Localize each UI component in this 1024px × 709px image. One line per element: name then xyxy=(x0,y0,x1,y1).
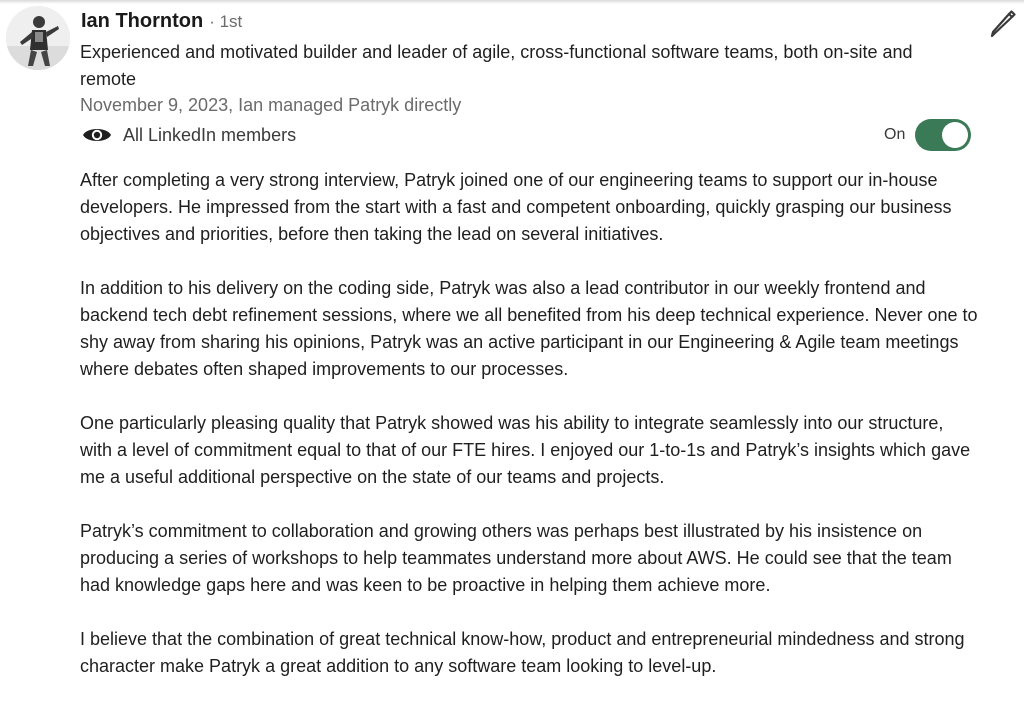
visibility-setting xyxy=(82,121,296,149)
visibility-label: All LinkedIn members xyxy=(123,124,297,145)
recommendation-paragraph: After completing a very strong interview, Patryk joined one of our engineering teams to support our in-house developers. He impressed from the start with a fast and competent onboarding, quickly grasping our business objectives and priorities, before then taking the lead on several initiatives. xyxy=(80,170,952,244)
connection-degree: · 1st xyxy=(209,12,243,31)
visibility-toggle[interactable] xyxy=(915,119,971,151)
avatar[interactable] xyxy=(6,6,70,70)
recommendation-paragraph: One particularly pleasing quality that Patryk showed was his ability to integrate seamlessly into our structure, with a level of commitment equal to that of our FTE hires. I enjoyed our 1-to-1s and Patryk’s insights which gave me a useful additional perspective on the state of our teams and projects. xyxy=(80,413,971,487)
top-divider xyxy=(0,0,1024,4)
recommender-name[interactable]: Ian Thornton xyxy=(81,10,204,32)
relationship-date: November 9, 2023, Ian managed Patryk directly xyxy=(80,95,462,115)
visibility-toggle-group xyxy=(884,118,971,152)
recommendation-paragraph: Patryk’s commitment to collaboration and growing others was perhaps best illustrated by his insistence on producing a series of workshops to help teammates understand more about AWS. He could see that the team had knowledge gaps here and was keen to be proactive in helping them achieve more. xyxy=(80,521,952,595)
pencil-icon[interactable] xyxy=(988,8,1016,38)
avatar-photo-icon xyxy=(6,6,70,70)
toggle-knob xyxy=(942,122,968,148)
recommender-headline: Experienced and motivated builder and leader of agile, cross-functional software teams, both on-site and remote xyxy=(80,42,913,89)
recommendation-paragraph: I believe that the combination of great technical know-how, product and entrepreneurial mindedness and strong character make Patryk a great addition to any software team looking to level-up. xyxy=(80,629,965,676)
recommendation-text xyxy=(80,167,980,707)
eye-icon xyxy=(82,125,112,145)
recommendation-paragraph: In addition to his delivery on the coding side, Patryk was also a lead contributor in our weekly frontend and backend tech debt refinement sessions, where we all benefited from his deep technical experience. Never one to shy away from sharing his opinions, Patryk was an active participant in our Engineering & Agile team meetings where debates often shaped improvements to our processes. xyxy=(80,278,978,379)
recommender-name-row xyxy=(81,10,242,36)
toggle-state-label: On xyxy=(884,126,906,143)
